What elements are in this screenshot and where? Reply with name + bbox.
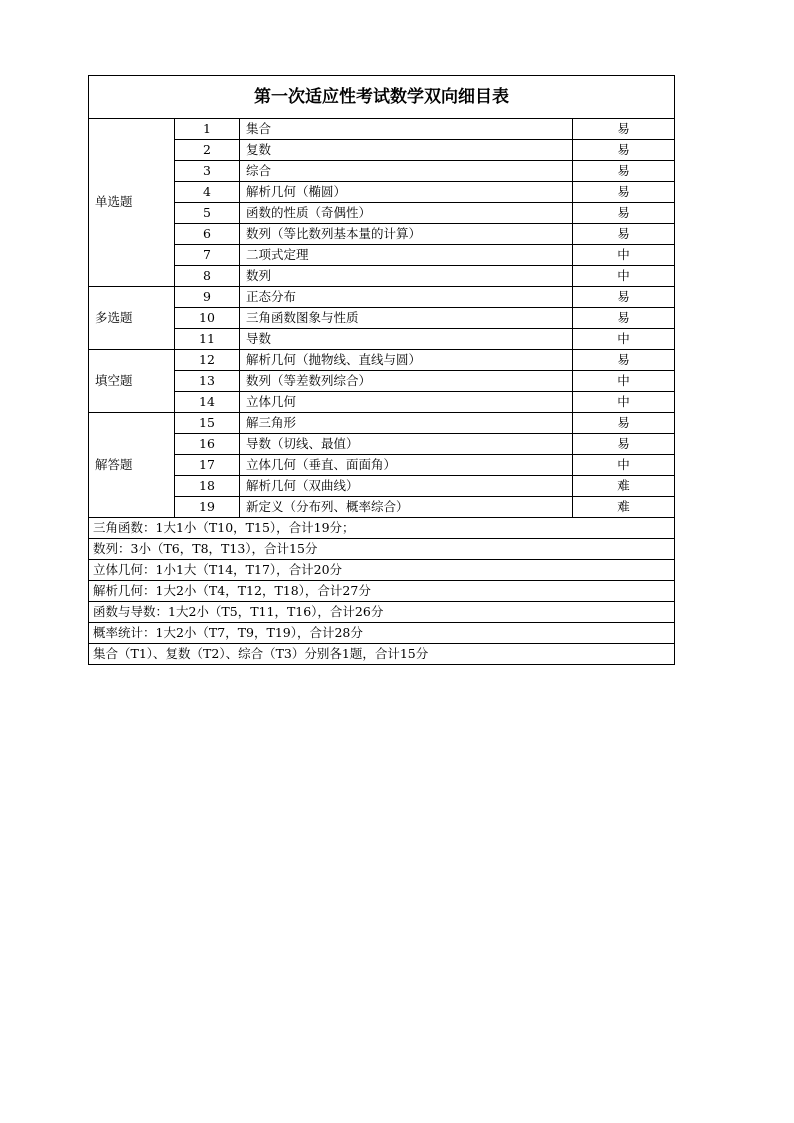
difficulty-cell: 中 (573, 245, 675, 266)
topic-cell: 立体几何（垂直、面面角） (240, 455, 573, 476)
table-row (89, 392, 675, 413)
question-number-cell: 9 (175, 287, 240, 308)
question-number-cell: 16 (175, 434, 240, 455)
topic-cell: 数列（等比数列基本量的计算） (240, 224, 573, 245)
summary-cell: 立体几何：1小1大（T14，T17），合计20分 (89, 560, 675, 581)
summary-cell: 数列：3小（T6，T8，T13），合计15分 (89, 539, 675, 560)
breakdown-table (88, 75, 675, 665)
topic-cell: 数列 (240, 266, 573, 287)
table-row (89, 350, 675, 371)
title-row (89, 76, 675, 119)
summary-cell: 集合（T1）、复数（T2）、综合（T3）分别各1题，合计15分 (89, 644, 675, 665)
difficulty-cell: 易 (573, 308, 675, 329)
breakdown-table-body (89, 76, 675, 665)
question-number-cell: 2 (175, 140, 240, 161)
question-number-cell: 6 (175, 224, 240, 245)
topic-cell: 综合 (240, 161, 573, 182)
topic-cell: 三角函数图象与性质 (240, 308, 573, 329)
topic-cell: 复数 (240, 140, 573, 161)
topic-cell: 解析几何（抛物线、直线与圆） (240, 350, 573, 371)
difficulty-cell: 中 (573, 371, 675, 392)
topic-cell: 解三角形 (240, 413, 573, 434)
question-number-cell: 4 (175, 182, 240, 203)
summary-row (89, 602, 675, 623)
difficulty-cell: 易 (573, 161, 675, 182)
summary-row (89, 518, 675, 539)
difficulty-cell: 中 (573, 329, 675, 350)
topic-cell: 导数（切线、最值） (240, 434, 573, 455)
category-cell: 单选题 (89, 119, 175, 287)
question-number-cell: 14 (175, 392, 240, 413)
summary-row (89, 581, 675, 602)
table-row (89, 308, 675, 329)
difficulty-cell: 中 (573, 266, 675, 287)
question-number-cell: 8 (175, 266, 240, 287)
topic-cell: 解析几何（椭圆） (240, 182, 573, 203)
difficulty-cell: 中 (573, 392, 675, 413)
difficulty-cell: 易 (573, 140, 675, 161)
table-row (89, 182, 675, 203)
table-row (89, 224, 675, 245)
question-number-cell: 10 (175, 308, 240, 329)
topic-cell: 解析几何（双曲线） (240, 476, 573, 497)
question-number-cell: 17 (175, 455, 240, 476)
difficulty-cell: 易 (573, 350, 675, 371)
difficulty-cell: 易 (573, 287, 675, 308)
question-number-cell: 3 (175, 161, 240, 182)
table-row (89, 329, 675, 350)
summary-row (89, 623, 675, 644)
table-row (89, 140, 675, 161)
topic-cell: 函数的性质（奇偶性） (240, 203, 573, 224)
difficulty-cell: 易 (573, 434, 675, 455)
table-row (89, 266, 675, 287)
table-row (89, 161, 675, 182)
question-number-cell: 1 (175, 119, 240, 140)
difficulty-cell: 难 (573, 497, 675, 518)
table-row (89, 413, 675, 434)
summary-row (89, 644, 675, 665)
summary-row (89, 539, 675, 560)
difficulty-cell: 中 (573, 455, 675, 476)
question-number-cell: 5 (175, 203, 240, 224)
topic-cell: 二项式定理 (240, 245, 573, 266)
table-row (89, 371, 675, 392)
table-row (89, 476, 675, 497)
summary-row (89, 560, 675, 581)
difficulty-cell: 易 (573, 119, 675, 140)
difficulty-cell: 易 (573, 182, 675, 203)
topic-cell: 导数 (240, 329, 573, 350)
question-number-cell: 15 (175, 413, 240, 434)
question-number-cell: 19 (175, 497, 240, 518)
question-number-cell: 18 (175, 476, 240, 497)
summary-cell: 解析几何：1大2小（T4，T12，T18），合计27分 (89, 581, 675, 602)
topic-cell: 立体几何 (240, 392, 573, 413)
table-row (89, 203, 675, 224)
difficulty-cell: 易 (573, 413, 675, 434)
topic-cell: 数列（等差数列综合） (240, 371, 573, 392)
table-row (89, 119, 675, 140)
category-cell: 填空题 (89, 350, 175, 413)
summary-cell: 函数与导数：1大2小（T5，T11，T16），合计26分 (89, 602, 675, 623)
difficulty-cell: 易 (573, 224, 675, 245)
page-title: 第一次适应性考试数学双向细目表 (89, 76, 675, 119)
table-row (89, 497, 675, 518)
question-number-cell: 13 (175, 371, 240, 392)
topic-cell: 正态分布 (240, 287, 573, 308)
difficulty-cell: 难 (573, 476, 675, 497)
topic-cell: 集合 (240, 119, 573, 140)
table-row (89, 245, 675, 266)
topic-cell: 新定义（分布列、概率综合） (240, 497, 573, 518)
difficulty-cell: 易 (573, 203, 675, 224)
question-number-cell: 7 (175, 245, 240, 266)
table-row (89, 434, 675, 455)
summary-cell: 概率统计：1大2小（T7，T9，T19），合计28分 (89, 623, 675, 644)
table-row (89, 287, 675, 308)
question-number-cell: 12 (175, 350, 240, 371)
table-row (89, 455, 675, 476)
question-number-cell: 11 (175, 329, 240, 350)
category-cell: 解答题 (89, 413, 175, 518)
summary-cell: 三角函数：1大1小（T10，T15），合计19分； (89, 518, 675, 539)
category-cell: 多选题 (89, 287, 175, 350)
